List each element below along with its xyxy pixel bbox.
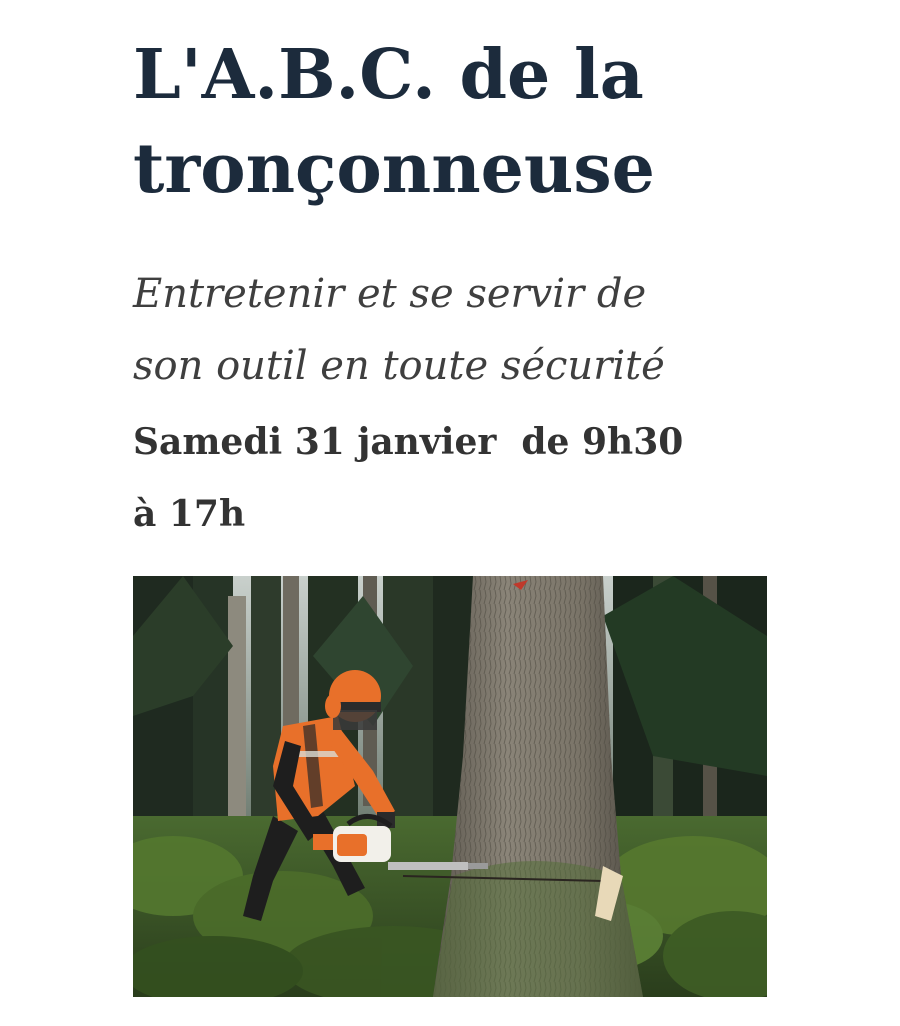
subtitle-line-1: Entretenir et se servir de — [133, 271, 647, 317]
title-line-1: L'A.B.C. de la — [133, 35, 644, 115]
event-date — [133, 406, 793, 550]
subtitle — [133, 258, 773, 402]
subtitle-line-2: son outil en toute sécurité — [133, 343, 665, 389]
page-title — [133, 28, 793, 216]
title-line-2: tronçonneuse — [133, 129, 655, 209]
event-date-line-1: Samedi 31 janvier de 9h30 — [133, 421, 684, 463]
photo-illustration — [133, 576, 767, 997]
event-date-line-2: à 17h — [133, 493, 246, 535]
chainsaw-photo — [133, 576, 767, 997]
